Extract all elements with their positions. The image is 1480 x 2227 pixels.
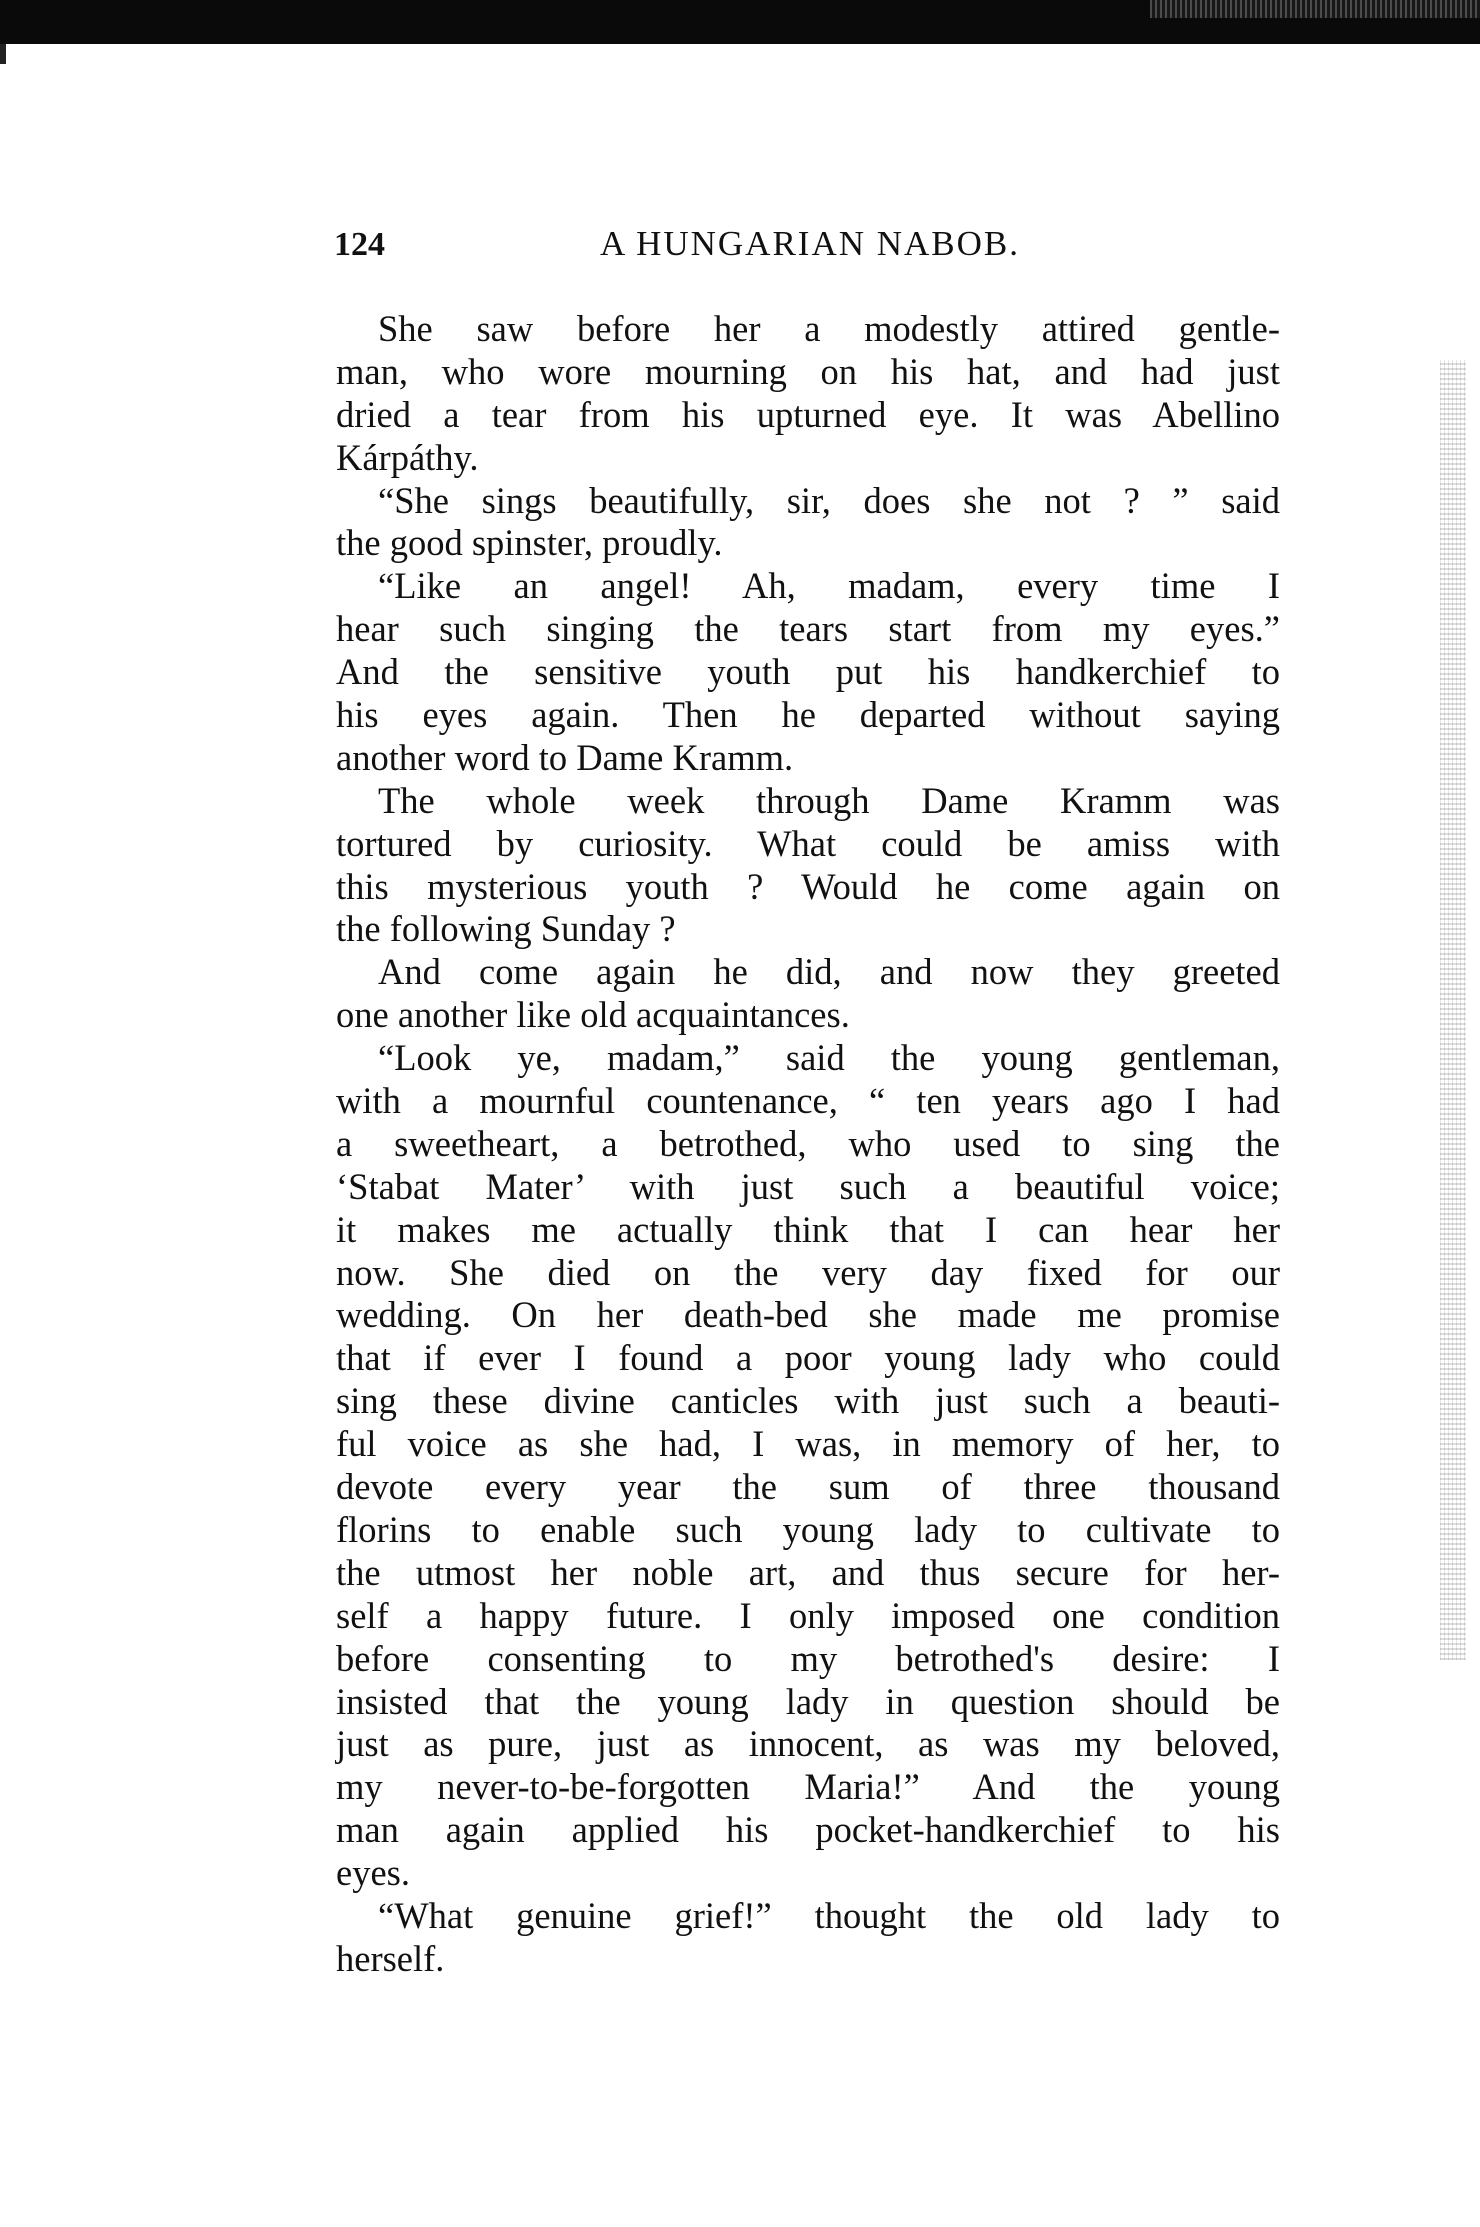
text-line: before consenting to my betrothed's desire: I [336,1637,1280,1679]
text-line: that if ever I found a poor young lady who could [336,1337,1280,1379]
text-line: the utmost her noble art, and thus secure for her- [336,1551,1280,1593]
paragraph [336,1895,1280,1981]
text-line: “What genuine grief!” thought the old lady to [378,1894,1280,1936]
page-number: 124 [334,226,385,263]
text-line: one another like old acquaintances. [336,994,850,1036]
paragraph [336,480,1280,566]
text-line: with a mournful countenance, “ ten years ago I had [336,1080,1280,1122]
running-title: A HUNGARIAN NABOB. [599,224,1021,263]
text-line: the following Sunday ? [336,908,676,950]
scan-top-border [0,0,1480,44]
text-line: florins to enable such young lady to cultivate to [336,1508,1280,1550]
text-line: the good spinster, proudly. [336,522,723,564]
text-line: “Like an angel! Ah, madam, every time I [378,565,1280,607]
text-line: herself. [336,1937,445,1979]
text-line: “Look ye, madam,” said the young gentleman, [378,1037,1280,1079]
paragraph [336,565,1280,779]
scan-left-mark [0,44,6,64]
text-line: devote every year the sum of three thousand [336,1466,1280,1508]
text-line: And the sensitive youth put his handkerchief to [336,651,1280,693]
text-line: wedding. On her death-bed she made me promise [336,1294,1280,1336]
text-line: ful voice as she had, I was, in memory of her, to [336,1423,1280,1465]
text-line: “She sings beautifully, sir, does she not ? ” said [378,479,1280,521]
text-line: self a happy future. I only imposed one condition [336,1594,1280,1636]
text-line: another word to Dame Kramm. [336,736,794,778]
text-line: a sweetheart, a betrothed, who used to sing the [336,1122,1280,1164]
text-line: Kárpáthy. [336,436,479,478]
text-line: ‘Stabat Mater’ with just such a beautiful voice; [336,1165,1280,1207]
text-line: sing these divine canticles with just such a beauti- [336,1380,1280,1422]
text-line: man again applied his pocket-handkerchief to his [336,1809,1280,1851]
text-line: insisted that the young lady in question should be [336,1680,1280,1722]
text-line: tortured by curiosity. What could be amiss with [336,822,1280,864]
text-line: The whole week through Dame Kramm was [378,779,1280,821]
text-line: man, who wore mourning on his hat, and had just [336,350,1280,392]
paragraph [336,951,1280,1037]
text-line: this mysterious youth ? Would he come again on [336,865,1280,907]
text-line: hear such singing the tears start from my eyes.” [336,608,1280,650]
text-line: just as pure, just as innocent, as was my beloved, [336,1723,1280,1765]
paragraph [336,780,1280,952]
text-line: his eyes again. Then he departed without saying [336,694,1280,736]
text-line: it makes me actually think that I can hear her [336,1208,1280,1250]
text-line: dried a tear from his upturned eye. It was Abellino [336,393,1280,435]
paragraph [336,1037,1280,1895]
text-line: eyes. [336,1852,410,1894]
text-line: And come again he did, and now they greeted [378,951,1280,993]
scan-page-edge [1440,360,1466,1660]
text-line: my never-to-be-forgotten Maria!” And the young [336,1766,1280,1808]
body-text [336,308,1280,1981]
paragraph [336,308,1280,480]
text-line: now. She died on the very day fixed for our [336,1251,1280,1293]
text-line: She saw before her a modestly attired gentle- [378,308,1280,349]
